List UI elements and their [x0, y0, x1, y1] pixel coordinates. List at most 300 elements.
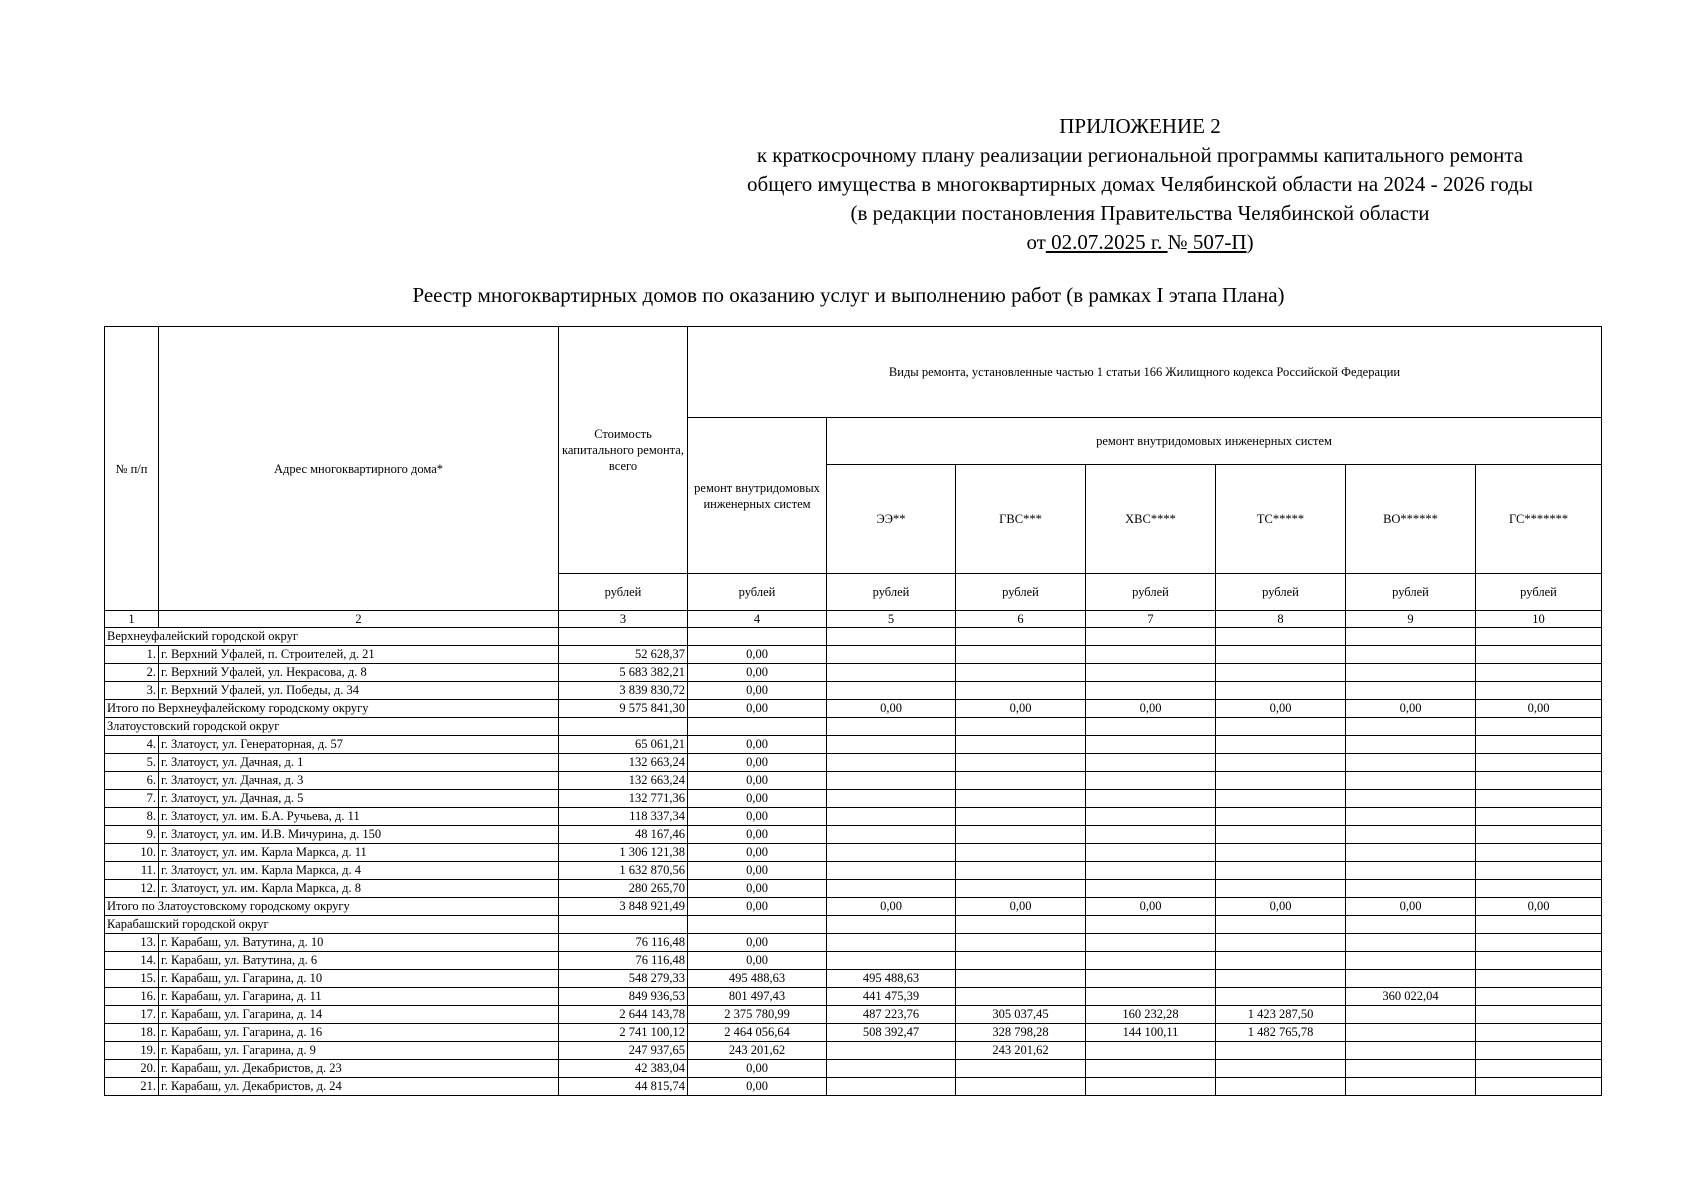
repair-value-cell [1346, 1042, 1476, 1060]
empty-cell [1346, 628, 1476, 646]
empty-cell [1216, 916, 1346, 934]
repair-value-cell [827, 1060, 956, 1078]
group-row [105, 718, 1602, 736]
cost-total-cell: 2 741 100,12 [559, 1024, 688, 1042]
repair-value-cell [1216, 790, 1346, 808]
engineering-total-cell: 0,00 [688, 754, 827, 772]
row-number-cell: 7. [105, 790, 159, 808]
table-row [105, 1024, 1602, 1042]
repair-value-cell [1216, 772, 1346, 790]
header-engineering-total: ремонт внутридомовых инженерных систем [688, 418, 827, 574]
repair-value-cell [1086, 754, 1216, 772]
appendix-heading: ПРИЛОЖЕНИЕ 2 [1059, 114, 1221, 138]
row-number-cell: 13. [105, 934, 159, 952]
row-number-cell: 1. [105, 646, 159, 664]
table-row [105, 736, 1602, 754]
repair-value-cell [1086, 970, 1216, 988]
engineering-total-cell: 0,00 [688, 682, 827, 700]
row-number-cell: 3. [105, 682, 159, 700]
table-row [105, 1078, 1602, 1096]
group-row [105, 916, 1602, 934]
header-unit: рублей [827, 574, 956, 611]
engineering-total-cell: 0,00 [688, 844, 827, 862]
repair-value-cell [956, 826, 1086, 844]
repair-value-cell [1086, 1042, 1216, 1060]
empty-cell [1476, 628, 1602, 646]
address-cell: г. Карабаш, ул. Гагарина, д. 14 [159, 1006, 559, 1024]
repair-value-cell [1086, 1060, 1216, 1078]
column-number-row [105, 611, 1602, 628]
address-cell: г. Златоуст, ул. им. Карла Маркса, д. 8 [159, 880, 559, 898]
header-unit: рублей [1216, 574, 1346, 611]
column-number: 6 [956, 611, 1086, 628]
table-row [105, 772, 1602, 790]
table-row [105, 790, 1602, 808]
column-number: 5 [827, 611, 956, 628]
repair-value-cell [1086, 682, 1216, 700]
repair-value-cell [1216, 880, 1346, 898]
empty-cell [956, 916, 1086, 934]
address-cell: г. Карабаш, ул. Декабристов, д. 23 [159, 1060, 559, 1078]
cost-total-cell: 548 279,33 [559, 970, 688, 988]
repair-value-cell [827, 952, 956, 970]
cost-total-cell: 76 116,48 [559, 952, 688, 970]
row-number-cell: 6. [105, 772, 159, 790]
repair-value-cell [1346, 790, 1476, 808]
repair-value-cell [1216, 1060, 1346, 1078]
header-unit: рублей [1346, 574, 1476, 611]
row-number-cell: 15. [105, 970, 159, 988]
repair-value-cell [1476, 664, 1602, 682]
address-cell: г. Златоуст, ул. им. И.В. Мичурина, д. 150 [159, 826, 559, 844]
group-label: Верхнеуфалейский городской округ [105, 628, 559, 646]
repair-value-cell [1086, 934, 1216, 952]
repair-value-cell [1346, 1006, 1476, 1024]
appendix-date-prefix: от [1026, 230, 1046, 254]
repair-value-cell [1216, 934, 1346, 952]
engineering-total-cell: 0,00 [688, 1060, 827, 1078]
repair-value-cell [956, 988, 1086, 1006]
empty-cell [688, 718, 827, 736]
address-cell: г. Златоуст, ул. им. Б.А. Ручьева, д. 11 [159, 808, 559, 826]
repair-value-cell [1476, 682, 1602, 700]
repair-value-cell [1216, 826, 1346, 844]
repair-value-cell: 0,00 [827, 898, 956, 916]
cost-total-cell: 849 936,53 [559, 988, 688, 1006]
registry-body [105, 628, 1602, 1096]
table-row [105, 988, 1602, 1006]
repair-value-cell [956, 790, 1086, 808]
engineering-total-cell: 0,00 [688, 880, 827, 898]
repair-value-cell [1476, 862, 1602, 880]
header-cost-total: Стоимость капитального ремонта, всего [559, 327, 688, 574]
repair-value-cell [1086, 808, 1216, 826]
repair-value-cell [1086, 1078, 1216, 1096]
repair-value-cell [956, 646, 1086, 664]
engineering-total-cell: 243 201,62 [688, 1042, 827, 1060]
engineering-total-cell: 0,00 [688, 952, 827, 970]
cost-total-cell: 3 848 921,49 [559, 898, 688, 916]
header-unit: рублей [559, 574, 688, 611]
cost-total-cell: 2 644 143,78 [559, 1006, 688, 1024]
table-row [105, 646, 1602, 664]
repair-value-cell [1216, 1078, 1346, 1096]
column-number: 9 [1346, 611, 1476, 628]
address-cell: г. Златоуст, ул. Генераторная, д. 57 [159, 736, 559, 754]
cost-total-cell: 48 167,46 [559, 826, 688, 844]
repair-value-cell: 305 037,45 [956, 1006, 1086, 1024]
address-cell: г. Златоуст, ул. им. Карла Маркса, д. 4 [159, 862, 559, 880]
cost-total-cell: 65 061,21 [559, 736, 688, 754]
repair-value-cell [956, 664, 1086, 682]
table-row [105, 844, 1602, 862]
repair-value-cell [956, 754, 1086, 772]
header-address: Адрес многоквартирного дома* [159, 327, 559, 611]
address-cell: г. Златоуст, ул. Дачная, д. 3 [159, 772, 559, 790]
repair-value-cell: 0,00 [1476, 700, 1602, 718]
appendix-date: 02.07.2025 г. [1045, 230, 1168, 254]
repair-value-cell [1216, 682, 1346, 700]
column-number: 1 [105, 611, 159, 628]
repair-value-cell [827, 664, 956, 682]
repair-value-cell [827, 934, 956, 952]
repair-value-cell [1216, 1042, 1346, 1060]
repair-value-cell [827, 826, 956, 844]
repair-value-cell [1346, 1078, 1476, 1096]
row-number-cell: 19. [105, 1042, 159, 1060]
empty-cell [1476, 718, 1602, 736]
repair-value-cell [1476, 1006, 1602, 1024]
table-row [105, 664, 1602, 682]
address-cell: г. Златоуст, ул. Дачная, д. 5 [159, 790, 559, 808]
table-row [105, 826, 1602, 844]
repair-value-cell [827, 808, 956, 826]
appendix-line-3: общего имущества в многоквартирных домах Челябинской области на 2024 - 2026 годы [747, 172, 1533, 196]
repair-value-cell [1216, 862, 1346, 880]
repair-value-cell [1216, 844, 1346, 862]
engineering-total-cell: 0,00 [688, 700, 827, 718]
engineering-total-cell: 0,00 [688, 826, 827, 844]
header-unit: рублей [956, 574, 1086, 611]
engineering-total-cell: 0,00 [688, 1078, 827, 1096]
table-row [105, 970, 1602, 988]
address-cell: г. Карабаш, ул. Гагарина, д. 16 [159, 1024, 559, 1042]
row-number-cell: 12. [105, 880, 159, 898]
table-row [105, 1060, 1602, 1078]
subtotal-row [105, 700, 1602, 718]
page-title: Реестр многоквартирных домов по оказанию услуг и выполнению работ (в рамках I этапа Плана) [412, 283, 1285, 307]
repair-value-cell [1216, 952, 1346, 970]
address-cell: г. Карабаш, ул. Декабристов, д. 24 [159, 1078, 559, 1096]
row-number-cell: 5. [105, 754, 159, 772]
repair-value-cell [1476, 754, 1602, 772]
repair-value-cell [1346, 1024, 1476, 1042]
subtotal-label: Итого по Златоустовскому городскому округу [105, 898, 559, 916]
repair-value-cell: 144 100,11 [1086, 1024, 1216, 1042]
repair-value-cell: 160 232,28 [1086, 1006, 1216, 1024]
address-cell: г. Верхний Уфалей, ул. Некрасова, д. 8 [159, 664, 559, 682]
repair-value-cell [1476, 736, 1602, 754]
header-unit: рублей [1086, 574, 1216, 611]
row-number-cell: 9. [105, 826, 159, 844]
table-row [105, 754, 1602, 772]
header-gvs: ГВС*** [956, 465, 1086, 574]
cost-total-cell: 1 632 870,56 [559, 862, 688, 880]
row-number-cell: 11. [105, 862, 159, 880]
subtotal-label: Итого по Верхнеуфалейскому городскому округу [105, 700, 559, 718]
empty-cell [956, 718, 1086, 736]
column-number: 8 [1216, 611, 1346, 628]
empty-cell [1476, 916, 1602, 934]
repair-value-cell [1346, 934, 1476, 952]
repair-value-cell [1346, 808, 1476, 826]
subtotal-row [105, 898, 1602, 916]
cost-total-cell: 42 383,04 [559, 1060, 688, 1078]
address-cell: г. Златоуст, ул. им. Карла Маркса, д. 11 [159, 844, 559, 862]
repair-value-cell [1476, 970, 1602, 988]
address-cell: г. Карабаш, ул. Гагарина, д. 10 [159, 970, 559, 988]
appendix-line-4: (в редакции постановления Правительства Челябинской области [850, 201, 1430, 225]
repair-value-cell [1346, 1060, 1476, 1078]
repair-value-cell: 441 475,39 [827, 988, 956, 1006]
empty-cell [827, 718, 956, 736]
repair-value-cell [1476, 934, 1602, 952]
address-cell: г. Карабаш, ул. Ватутина, д. 6 [159, 952, 559, 970]
empty-cell [688, 916, 827, 934]
engineering-total-cell: 0,00 [688, 790, 827, 808]
repair-value-cell [956, 934, 1086, 952]
cost-total-cell: 132 663,24 [559, 772, 688, 790]
table-row [105, 808, 1602, 826]
repair-value-cell [1346, 862, 1476, 880]
header-ee: ЭЭ** [827, 465, 956, 574]
repair-value-cell [827, 682, 956, 700]
repair-value-cell [1086, 790, 1216, 808]
header-unit: рублей [1476, 574, 1602, 611]
cost-total-cell: 76 116,48 [559, 934, 688, 952]
repair-value-cell [1476, 1060, 1602, 1078]
repair-value-cell: 243 201,62 [956, 1042, 1086, 1060]
repair-value-cell [1216, 754, 1346, 772]
repair-value-cell [827, 736, 956, 754]
repair-value-cell [827, 862, 956, 880]
row-number-cell: 20. [105, 1060, 159, 1078]
appendix-suffix: ) [1246, 230, 1254, 254]
repair-value-cell [956, 808, 1086, 826]
row-number-cell: 4. [105, 736, 159, 754]
address-cell: г. Златоуст, ул. Дачная, д. 1 [159, 754, 559, 772]
repair-value-cell [1086, 988, 1216, 1006]
row-number-cell: 8. [105, 808, 159, 826]
repair-value-cell [827, 754, 956, 772]
repair-value-cell [1346, 754, 1476, 772]
repair-value-cell: 0,00 [956, 898, 1086, 916]
group-row [105, 628, 1602, 646]
repair-value-cell: 508 392,47 [827, 1024, 956, 1042]
row-number-cell: 21. [105, 1078, 159, 1096]
column-number: 4 [688, 611, 827, 628]
empty-cell [559, 916, 688, 934]
cost-total-cell: 3 839 830,72 [559, 682, 688, 700]
repair-value-cell: 0,00 [1216, 700, 1346, 718]
group-label: Златоустовский городской округ [105, 718, 559, 736]
repair-value-cell [1086, 844, 1216, 862]
engineering-total-cell: 0,00 [688, 808, 827, 826]
empty-cell [1086, 628, 1216, 646]
header-engineering-group: ремонт внутридомовых инженерных систем [827, 418, 1602, 465]
repair-value-cell: 0,00 [1476, 898, 1602, 916]
address-cell: г. Верхний Уфалей, п. Строителей, д. 21 [159, 646, 559, 664]
repair-value-cell [1346, 826, 1476, 844]
appendix-block [690, 112, 1590, 257]
empty-cell [1346, 916, 1476, 934]
empty-cell [1086, 916, 1216, 934]
repair-value-cell [956, 1078, 1086, 1096]
repair-value-cell [827, 844, 956, 862]
cost-total-cell: 5 683 382,21 [559, 664, 688, 682]
repair-value-cell [1086, 952, 1216, 970]
repair-value-cell: 360 022,04 [1346, 988, 1476, 1006]
table-row [105, 1042, 1602, 1060]
appendix-number: 507-П [1187, 230, 1247, 254]
repair-value-cell [1476, 952, 1602, 970]
appendix-line-2: к краткосрочному плану реализации региональной программы капитального ремонта [756, 143, 1524, 167]
row-number-cell: 17. [105, 1006, 159, 1024]
engineering-total-cell: 801 497,43 [688, 988, 827, 1006]
repair-value-cell [956, 772, 1086, 790]
repair-value-cell: 0,00 [956, 700, 1086, 718]
column-number: 2 [159, 611, 559, 628]
table-row [105, 1006, 1602, 1024]
repair-value-cell [1476, 808, 1602, 826]
address-cell: г. Карабаш, ул. Ватутина, д. 10 [159, 934, 559, 952]
repair-value-cell [1476, 844, 1602, 862]
appendix-number-sign: № [1167, 230, 1188, 254]
registry-table [104, 326, 1602, 1096]
repair-value-cell [1346, 952, 1476, 970]
engineering-total-cell: 0,00 [688, 862, 827, 880]
repair-value-cell [956, 844, 1086, 862]
row-number-cell: 18. [105, 1024, 159, 1042]
cost-total-cell: 132 663,24 [559, 754, 688, 772]
empty-cell [559, 718, 688, 736]
repair-value-cell [827, 790, 956, 808]
repair-value-cell [1476, 988, 1602, 1006]
repair-value-cell [956, 970, 1086, 988]
cost-total-cell: 280 265,70 [559, 880, 688, 898]
header-ts: ТС***** [1216, 465, 1346, 574]
repair-value-cell: 0,00 [1346, 700, 1476, 718]
repair-value-cell [1216, 988, 1346, 1006]
repair-value-cell: 0,00 [827, 700, 956, 718]
empty-cell [956, 628, 1086, 646]
cost-total-cell: 44 815,74 [559, 1078, 688, 1096]
repair-value-cell [827, 880, 956, 898]
repair-value-cell [1346, 682, 1476, 700]
repair-value-cell [1476, 826, 1602, 844]
empty-cell [1346, 718, 1476, 736]
repair-value-cell [1476, 880, 1602, 898]
engineering-total-cell: 0,00 [688, 664, 827, 682]
repair-value-cell [1216, 736, 1346, 754]
address-cell: г. Карабаш, ул. Гагарина, д. 11 [159, 988, 559, 1006]
engineering-total-cell: 0,00 [688, 898, 827, 916]
table-row [105, 862, 1602, 880]
row-number-cell: 10. [105, 844, 159, 862]
cost-total-cell: 118 337,34 [559, 808, 688, 826]
repair-value-cell [1346, 646, 1476, 664]
address-cell: г. Верхний Уфалей, ул. Победы, д. 34 [159, 682, 559, 700]
repair-value-cell [1476, 646, 1602, 664]
engineering-total-cell: 2 464 056,64 [688, 1024, 827, 1042]
repair-value-cell [1476, 790, 1602, 808]
repair-value-cell [956, 1060, 1086, 1078]
cost-total-cell: 132 771,36 [559, 790, 688, 808]
repair-value-cell [1476, 772, 1602, 790]
repair-value-cell [1086, 646, 1216, 664]
engineering-total-cell: 495 488,63 [688, 970, 827, 988]
engineering-total-cell: 2 375 780,99 [688, 1006, 827, 1024]
header-vo: ВО****** [1346, 465, 1476, 574]
repair-value-cell [1346, 880, 1476, 898]
repair-value-cell: 328 798,28 [956, 1024, 1086, 1042]
repair-value-cell: 495 488,63 [827, 970, 956, 988]
repair-value-cell: 0,00 [1086, 700, 1216, 718]
column-number: 7 [1086, 611, 1216, 628]
repair-value-cell [1346, 970, 1476, 988]
repair-value-cell [1346, 736, 1476, 754]
repair-value-cell [1216, 664, 1346, 682]
column-number: 10 [1476, 611, 1602, 628]
empty-cell [688, 628, 827, 646]
cost-total-cell: 1 306 121,38 [559, 844, 688, 862]
repair-value-cell [1216, 646, 1346, 664]
header-num: № п/п [105, 327, 159, 611]
cost-total-cell: 52 628,37 [559, 646, 688, 664]
table-row [105, 682, 1602, 700]
engineering-total-cell: 0,00 [688, 646, 827, 664]
header-unit: рублей [688, 574, 827, 611]
row-number-cell: 14. [105, 952, 159, 970]
repair-value-cell [1086, 736, 1216, 754]
repair-value-cell [827, 1078, 956, 1096]
repair-value-cell: 487 223,76 [827, 1006, 956, 1024]
repair-value-cell [1216, 970, 1346, 988]
row-number-cell: 16. [105, 988, 159, 1006]
row-number-cell: 2. [105, 664, 159, 682]
empty-cell [1216, 718, 1346, 736]
engineering-total-cell: 0,00 [688, 934, 827, 952]
empty-cell [1216, 628, 1346, 646]
repair-value-cell [1476, 1078, 1602, 1096]
repair-value-cell [1086, 772, 1216, 790]
repair-value-cell [827, 1042, 956, 1060]
cost-total-cell: 9 575 841,30 [559, 700, 688, 718]
repair-value-cell [1086, 862, 1216, 880]
column-number: 3 [559, 611, 688, 628]
repair-value-cell [1216, 808, 1346, 826]
table-row [105, 880, 1602, 898]
repair-value-cell: 0,00 [1216, 898, 1346, 916]
repair-value-cell: 1 423 287,50 [1216, 1006, 1346, 1024]
repair-value-cell [956, 952, 1086, 970]
repair-value-cell [1346, 664, 1476, 682]
repair-value-cell [956, 736, 1086, 754]
repair-value-cell [956, 880, 1086, 898]
empty-cell [559, 628, 688, 646]
repair-value-cell [1476, 1042, 1602, 1060]
repair-value-cell: 1 482 765,78 [1216, 1024, 1346, 1042]
